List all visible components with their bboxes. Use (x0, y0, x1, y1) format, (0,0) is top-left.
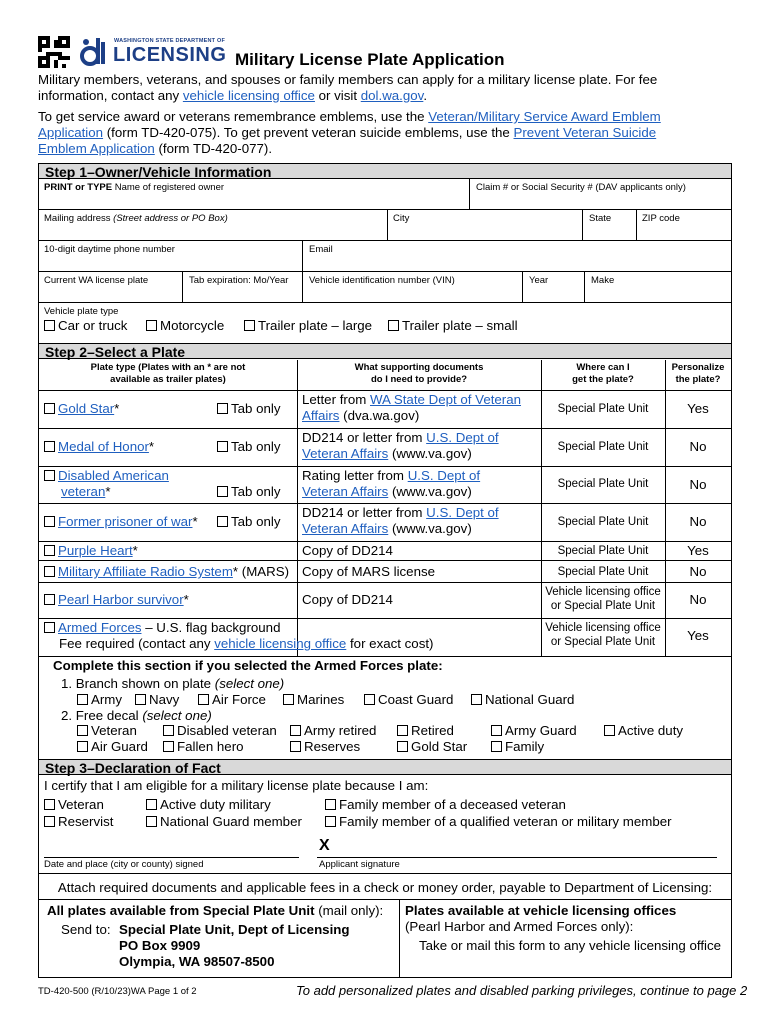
intro-paragraph-2 (38, 109, 738, 157)
decal-army-retired[interactable]: Army retired (290, 723, 376, 739)
checkbox[interactable] (604, 725, 615, 736)
plate-gold-star[interactable]: Gold Star* (44, 401, 119, 417)
checkbox[interactable] (397, 725, 408, 736)
intro-text: To get service award or veterans remembrance emblems, use the (38, 109, 429, 124)
vehicle-plate-type-label: Vehicle plate type (44, 306, 119, 317)
checkbox[interactable] (44, 441, 55, 452)
mars-docs: Copy of MARS license (302, 564, 436, 579)
checkbox[interactable] (244, 320, 255, 331)
checkbox[interactable] (325, 816, 336, 827)
decal-reserves[interactable]: Reserves (290, 739, 360, 755)
plate-type-trailer-small[interactable]: Trailer plate – small (388, 318, 518, 334)
former-pow-docs: DD214 or letter from U.S. Dept of Veteran Affairs (www.va.gov) (302, 505, 499, 536)
purple-heart-where: Special Plate Unit (557, 545, 649, 557)
declare-active-duty[interactable]: Active duty military (146, 797, 271, 813)
checkbox[interactable] (44, 403, 55, 414)
plate-pearl-harbor[interactable]: Pearl Harbor survivor* (44, 592, 189, 608)
checkbox[interactable] (217, 516, 228, 527)
mars-personalize: No (689, 564, 707, 579)
checkbox[interactable] (44, 566, 55, 577)
checkbox[interactable] (198, 694, 209, 705)
intro-text: Military members, veterans, and spouses or family members can apply for a military license plate. For fee (38, 72, 658, 87)
intro-text: or visit (314, 88, 361, 103)
owner-name-label: PRINT or TYPE Name of registered owner (44, 182, 225, 193)
zip-label: ZIP code (642, 213, 680, 224)
vlo-heading: Plates available at vehicle licensing offices (405, 903, 677, 918)
step2-heading: Step 2–Select a Plate (39, 343, 731, 359)
intro-text: (form TD-420-077). (154, 141, 273, 156)
gold-star-personalize: Yes (687, 401, 709, 416)
decal-disabled-veteran[interactable]: Disabled veteran (163, 723, 277, 739)
plate-former-pow[interactable]: Former prisoner of war* (44, 514, 198, 530)
branch-coast-guard[interactable]: Coast Guard (364, 692, 453, 708)
application-form (38, 163, 732, 978)
plate-type-motorcycle[interactable]: Motorcycle (146, 318, 224, 334)
gold-star-docs: Letter from WA State Dept of Veteran Affairs (dva.wa.gov) (302, 392, 522, 423)
decal-fallen-hero[interactable]: Fallen hero (163, 739, 244, 755)
checkbox[interactable] (77, 725, 88, 736)
gold-star-tab-only[interactable]: Tab only (217, 401, 281, 417)
branch-marines[interactable]: Marines (283, 692, 344, 708)
purple-heart-personalize: Yes (687, 543, 709, 558)
plate-medal-of-honor[interactable]: Medal of Honor* (44, 439, 154, 455)
signature-line[interactable] (317, 857, 717, 858)
declare-family-deceased[interactable]: Family member of a deceased veteran (325, 797, 566, 813)
pearl-harbor-personalize: No (689, 592, 707, 607)
attach-instructions: Attach required documents and applicable fees in a check or money order, payable to Department of Licensing: (57, 880, 713, 895)
checkbox[interactable] (283, 694, 294, 705)
decal-army-guard[interactable]: Army Guard (491, 723, 577, 739)
checkbox[interactable] (290, 725, 301, 736)
disabled-veteran-docs: Rating letter from U.S. Dept of Veteran Affairs (www.va.gov) (302, 468, 481, 499)
purple-heart-docs: Copy of DD214 (302, 543, 393, 558)
service-award-emblem-link[interactable]: Veteran/Military Service Award Emblem (428, 109, 661, 124)
plate-mars[interactable]: Military Affiliate Radio System* (MARS) (44, 564, 289, 580)
col-plate-type-header: Plate type (Plates with an * are not available as trailer plates) (90, 362, 246, 385)
branch-navy[interactable]: Navy (135, 692, 179, 708)
dol-logo (80, 36, 230, 68)
checkbox[interactable] (44, 594, 55, 605)
checkbox[interactable] (388, 320, 399, 331)
send-to-label: Send to: (61, 922, 111, 937)
branch-national-guard[interactable]: National Guard (471, 692, 574, 708)
disabled-veteran-where: Special Plate Unit (557, 478, 649, 490)
armed-forces-fee: Fee required (contact any vehicle licensing office for exact cost) (59, 636, 434, 651)
plate-purple-heart[interactable]: Purple Heart* (44, 543, 138, 559)
col-where-header: Where can I get the plate? (572, 362, 634, 385)
former-pow-where: Special Plate Unit (557, 516, 649, 528)
checkbox[interactable] (44, 545, 55, 556)
pearl-harbor-docs: Copy of DD214 (302, 592, 393, 607)
medal-of-honor-where: Special Plate Unit (557, 441, 649, 453)
checkbox[interactable] (290, 741, 301, 752)
claim-label: Claim # or Social Security # (DAV applicants only) (476, 182, 686, 193)
mailing-address-label: Mailing address (Street address or PO Box) (44, 213, 228, 224)
date-place-label: Date and place (city or county) signed (44, 859, 204, 870)
medal-of-honor-tab-only[interactable]: Tab only (217, 439, 281, 455)
intro-paragraph-1 (38, 72, 738, 104)
prevent-suicide-emblem-link-2[interactable]: Emblem Application (38, 141, 155, 156)
branch-army[interactable]: Army (77, 692, 122, 708)
checkbox[interactable] (163, 741, 174, 752)
declare-veteran[interactable]: Veteran (44, 797, 104, 813)
decal-gold-star[interactable]: Gold Star (397, 739, 467, 755)
decal-air-guard[interactable]: Air Guard (77, 739, 148, 755)
date-line[interactable] (44, 857, 299, 858)
signature-label: Applicant signature (319, 859, 400, 870)
pearl-harbor-where: Vehicle licensing office or Special Plate Unit (545, 586, 661, 612)
certify-statement: I certify that I am eligible for a military license plate because I am: (44, 778, 429, 793)
signature-x-mark: X (319, 837, 330, 854)
year-label: Year (529, 275, 549, 286)
license-plate-label: Current WA license plate (44, 275, 149, 286)
checkbox[interactable] (44, 470, 55, 481)
disabled-veteran-personalize: No (689, 477, 707, 492)
service-award-emblem-link-2[interactable]: Application (38, 125, 104, 140)
declare-national-guard[interactable]: National Guard member (146, 814, 302, 830)
phone-label: 10-digit daytime phone number (44, 244, 175, 255)
former-pow-tab-only[interactable]: Tab only (217, 514, 281, 530)
continue-note: To add personalized plates and disabled parking privileges, continue to page 2 (296, 983, 748, 998)
branch-air-force[interactable]: Air Force (198, 692, 266, 708)
medal-of-honor-docs: DD214 or letter from U.S. Dept of Veteran Affairs (www.va.gov) (302, 430, 499, 461)
checkbox[interactable] (146, 799, 157, 810)
make-label: Make (591, 275, 615, 286)
dol-logo-icon (80, 36, 106, 68)
qr-code (38, 36, 70, 68)
checkbox[interactable] (44, 622, 55, 633)
page-title: Military License Plate Application (235, 50, 505, 69)
armed-forces-where: Vehicle licensing office or Special Plate Unit (545, 622, 661, 648)
checkbox[interactable] (325, 799, 336, 810)
checkbox[interactable] (44, 816, 55, 827)
checkbox[interactable] (44, 320, 55, 331)
plate-type-car[interactable]: Car or truck (44, 318, 127, 334)
vlo-subheading: (Pearl Harbor and Armed Forces only): (405, 919, 634, 934)
disabled-veteran-tab-only[interactable]: Tab only (217, 484, 281, 500)
plate-type-trailer-large[interactable]: Trailer plate – large (244, 318, 372, 334)
former-pow-personalize: No (689, 514, 707, 529)
checkbox[interactable] (146, 320, 157, 331)
decal-family[interactable]: Family (491, 739, 544, 755)
email-label: Email (309, 244, 333, 255)
plate-disabled-veteran[interactable]: Disabled American veteran* (44, 468, 169, 500)
armed-forces-section-heading: Complete this section if you selected the Armed Forces plate: (53, 658, 443, 673)
checkbox[interactable] (217, 486, 228, 497)
spu-heading: All plates available from Special Plate Unit (mail only): (47, 903, 384, 918)
checkbox[interactable] (364, 694, 375, 705)
gold-star-where: Special Plate Unit (557, 403, 649, 415)
checkbox[interactable] (217, 441, 228, 452)
step1-heading: Step 1–Owner/Vehicle Information (39, 163, 731, 179)
checkbox[interactable] (77, 741, 88, 752)
city-label: City (393, 213, 410, 224)
mars-where: Special Plate Unit (557, 566, 649, 578)
checkbox[interactable] (491, 741, 502, 752)
step3-heading: Step 3–Declaration of Fact (39, 759, 731, 775)
checkbox[interactable] (44, 516, 55, 527)
dol-website-link[interactable]: dol.wa.gov (360, 88, 424, 103)
checkbox[interactable] (491, 725, 502, 736)
col-personalize-header: Personalize the plate? (671, 362, 725, 385)
vin-label: Vehicle identification number (VIN) (309, 275, 455, 286)
decal-veteran[interactable]: Veteran (77, 723, 137, 739)
checkbox[interactable] (146, 816, 157, 827)
checkbox[interactable] (44, 799, 55, 810)
decal-retired[interactable]: Retired (397, 723, 454, 739)
intro-text: (form TD-420-075). To get prevent veteran suicide emblems, use the (103, 125, 514, 140)
armed-forces-personalize: Yes (687, 628, 709, 643)
spu-address: Special Plate Unit, Dept of Licensing PO Box 9909 Olympia, WA 98507-8500 (119, 922, 350, 969)
vehicle-licensing-office-link[interactable]: vehicle licensing office (182, 88, 315, 103)
intro-text: information, contact any (38, 88, 183, 103)
decal-active-duty[interactable]: Active duty (604, 723, 683, 739)
declare-reservist[interactable]: Reservist (44, 814, 113, 830)
intro-text: . (423, 88, 428, 103)
logo-big-text: LICENSING (113, 44, 227, 66)
checkbox[interactable] (163, 725, 174, 736)
tab-expiration-label: Tab expiration: Mo/Year (189, 275, 289, 286)
state-label: State (589, 213, 612, 224)
checkbox[interactable] (397, 741, 408, 752)
plate-armed-forces[interactable]: Armed Forces – U.S. flag background (44, 620, 280, 636)
declare-family-qualified[interactable]: Family member of a qualified veteran or military member (325, 814, 672, 830)
form-id: TD-420-500 (R/10/23)WA Page 1 of 2 (38, 986, 197, 997)
logo-small-text: WASHINGTON STATE DEPARTMENT OF (114, 38, 226, 44)
checkbox[interactable] (135, 694, 146, 705)
checkbox[interactable] (471, 694, 482, 705)
decal-label: 2. Free decal (select one) (61, 708, 212, 723)
checkbox[interactable] (77, 694, 88, 705)
vlo-instructions: Take or mail this form to any vehicle licensing office (419, 938, 722, 953)
medal-of-honor-personalize: No (689, 439, 707, 454)
col-documents-header: What supporting documents do I need to provide? (354, 362, 484, 385)
prevent-suicide-emblem-link[interactable]: Prevent Veteran Suicide (513, 125, 657, 140)
branch-label: 1. Branch shown on plate (select one) (61, 676, 285, 691)
checkbox[interactable] (217, 403, 228, 414)
